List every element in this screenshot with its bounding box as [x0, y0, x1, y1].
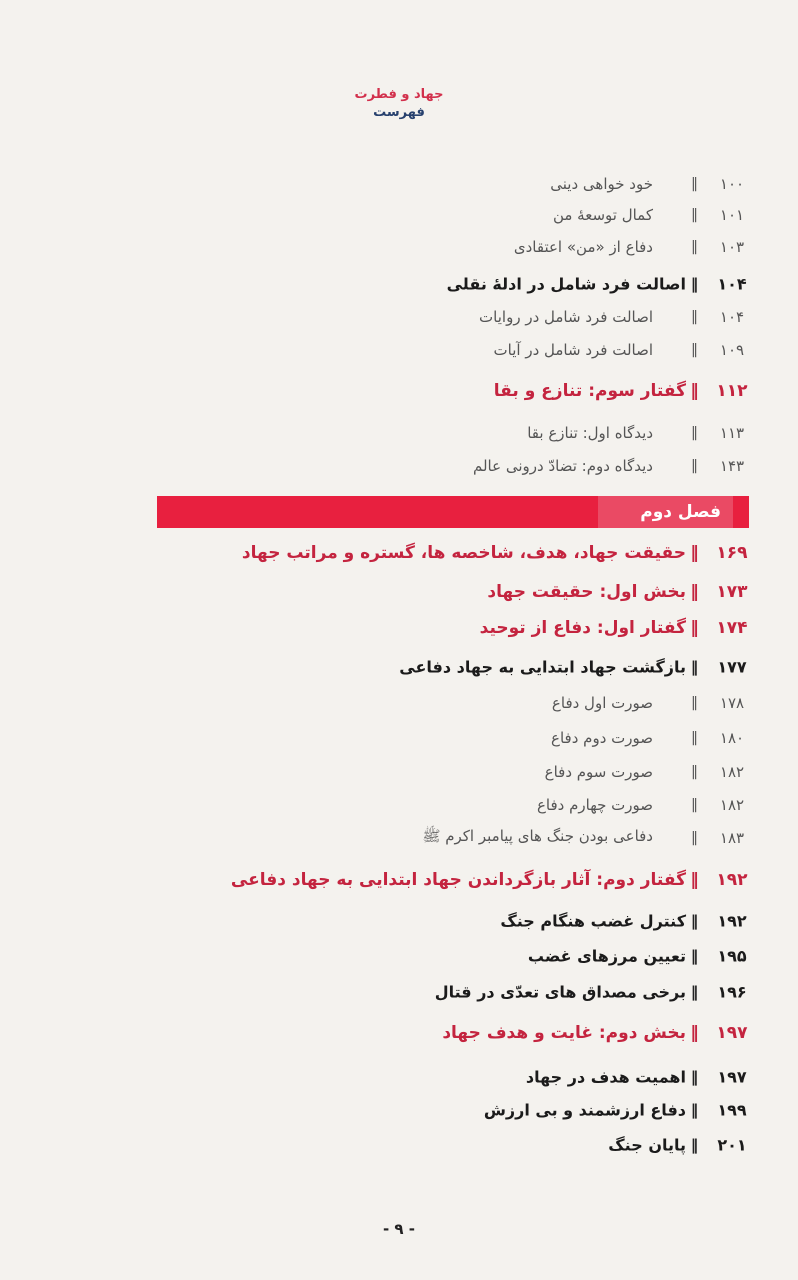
toc-separator: ‖ [690, 1023, 700, 1043]
toc-page-number: ۱۶۹ [716, 543, 748, 563]
toc-page-number: ۱۹۹ [717, 1100, 747, 1120]
toc-separator: ‖ [691, 830, 699, 846]
toc-page-number: ۱۰۴ [719, 308, 745, 326]
toc-row [0, 1062, 798, 1092]
toc-entry-title: بازگشت جهاد ابتدایی به جهاد دفاعی [399, 657, 686, 677]
toc-entry-title: کمال توسعهٔ من [552, 206, 653, 224]
toc-entry-title: حقیقت جهاد، هدف، شاخصه ها، گستره و مراتب جهاد [241, 543, 686, 563]
toc-separator: ‖ [690, 582, 700, 602]
toc-entry-title: پایان جنگ [608, 1135, 686, 1155]
chapter-label: فصل دوم [640, 502, 721, 522]
toc-page-number: ۱۸۲ [719, 763, 745, 781]
toc-separator: ‖ [691, 730, 699, 746]
toc-separator: ‖ [690, 1101, 700, 1119]
toc-row [0, 865, 798, 895]
toc-entry-title: اصالت فرد شامل در آیات [493, 341, 653, 359]
toc-row [0, 200, 798, 230]
toc-separator: ‖ [691, 458, 699, 474]
toc-separator: ‖ [691, 695, 699, 711]
toc-page-number: ۱۱۳ [719, 424, 745, 442]
toc-page-number: ۱۰۹ [719, 341, 745, 359]
toc-page-number: ۱۰۳ [719, 238, 745, 256]
toc-page-number: ۱۹۷ [717, 1067, 747, 1087]
toc-row [0, 723, 798, 753]
section-title: فهرست [373, 105, 425, 120]
toc-separator: ‖ [691, 309, 699, 325]
toc-entry-title: گفتار دوم: آثار بازگرداندن جهاد ابتدایی به جهاد دفاعی [230, 870, 686, 890]
toc-separator: ‖ [691, 797, 699, 813]
toc-entry-title: دفاع از «من» اعتقادی [513, 238, 653, 256]
toc-entry-title: صورت چهارم دفاع [536, 796, 653, 814]
toc-row [0, 269, 798, 299]
toc-row [0, 1130, 798, 1160]
toc-separator: ‖ [690, 1068, 700, 1086]
toc-separator: ‖ [691, 425, 699, 441]
toc-entry-title: صورت سوم دفاع [544, 763, 653, 781]
toc-entry-title: برخی مصداق های تعدّی در قتال [434, 982, 686, 1002]
toc-page-number: ۱۷۷ [717, 657, 747, 677]
toc-page-number: ۱۷۳ [716, 582, 748, 602]
toc-page-number: ۱۸۰ [719, 729, 745, 747]
toc-row [0, 757, 798, 787]
toc-page-number: ۱۴۳ [719, 457, 745, 475]
toc-entry-title: دفاع ارزشمند و بی ارزش [483, 1100, 686, 1120]
page-number: - ۹ - [382, 1220, 416, 1238]
toc-page-number: ۱۹۷ [716, 1023, 748, 1043]
toc-row [0, 335, 798, 365]
toc-entry-title: اصالت فرد شامل در روایات [479, 308, 653, 326]
toc-row [0, 977, 798, 1007]
toc-separator: ‖ [690, 1136, 700, 1154]
toc-row [0, 376, 798, 406]
toc-separator: ‖ [691, 239, 699, 255]
toc-entry-title: دفاعی بودن جنگ های پیامبر اکرم ﷺ [422, 827, 653, 845]
toc-page-number: ۱۰۰ [719, 175, 745, 193]
toc-row [0, 823, 798, 853]
toc-separator: ‖ [691, 176, 699, 192]
toc-entry-title: گفتار سوم: تنازع و بقا [493, 381, 686, 401]
toc-separator: ‖ [690, 275, 700, 293]
toc-page-number: ۱۸۳ [719, 829, 745, 847]
toc-row [0, 538, 798, 568]
toc-separator: ‖ [690, 543, 700, 563]
toc-entry-title: صورت اول دفاع [551, 694, 653, 712]
toc-entry-title: بخش دوم: غایت و هدف جهاد [442, 1023, 686, 1043]
toc-entry-title: گفتار اول: دفاع از توحید [479, 618, 686, 638]
book-title: جهاد و فطرت [354, 87, 444, 102]
toc-page-number: ۱۰۴ [717, 274, 747, 294]
toc-separator: ‖ [691, 207, 699, 223]
toc-separator: ‖ [690, 912, 700, 930]
toc-entry-title: اهمیت هدف در جهاد [525, 1067, 686, 1087]
toc-page-number: ۱۹۵ [717, 946, 747, 966]
toc-page-number: ۱۹۲ [717, 911, 747, 931]
toc-page-number: ۱۹۲ [716, 870, 748, 890]
toc-entry-title: دیدگاه دوم: تضادّ درونی عالم [473, 457, 653, 475]
toc-entry-title: اصالت فرد شامل در ادلهٔ نقلی [446, 274, 686, 294]
toc-separator: ‖ [691, 342, 699, 358]
toc-row [0, 232, 798, 262]
chapter-bar [157, 496, 749, 528]
toc-entry-title: خود خواهی دینی [550, 175, 653, 193]
toc-row [0, 941, 798, 971]
toc-entry-title: تعیین مرزهای غضب [527, 946, 686, 966]
toc-row [0, 451, 798, 481]
toc-row [0, 418, 798, 448]
toc-row [0, 790, 798, 820]
toc-page-number: ۱۷۸ [719, 694, 745, 712]
toc-page-number: ۱۸۲ [719, 796, 745, 814]
toc-entry-title: بخش اول: حقیقت جهاد [487, 582, 686, 602]
toc-row [0, 906, 798, 936]
toc-page-number: ۱۹۶ [717, 982, 747, 1002]
toc-row [0, 302, 798, 332]
toc-row [0, 577, 798, 607]
toc-row [0, 1095, 798, 1125]
toc-row [0, 1018, 798, 1048]
toc-separator: ‖ [690, 618, 700, 638]
toc-separator: ‖ [691, 764, 699, 780]
toc-page-number: ۱۱۲ [716, 381, 748, 401]
toc-row [0, 652, 798, 682]
toc-separator: ‖ [690, 658, 700, 676]
toc-row [0, 688, 798, 718]
toc-separator: ‖ [690, 870, 700, 890]
toc-page-number: ۲۰۱ [717, 1135, 747, 1155]
toc-row [0, 169, 798, 199]
toc-page-number: ۱۷۴ [716, 618, 748, 638]
toc-entry-title: صورت دوم دفاع [551, 729, 653, 747]
toc-row [0, 613, 798, 643]
toc-separator: ‖ [690, 983, 700, 1001]
toc-separator: ‖ [690, 947, 700, 965]
toc-separator: ‖ [690, 381, 700, 401]
toc-page-number: ۱۰۱ [719, 206, 745, 224]
toc-entry-title: دیدگاه اول: تنازع بقا [527, 424, 653, 442]
toc-entry-title: کنترل غضب هنگام جنگ [500, 911, 686, 931]
